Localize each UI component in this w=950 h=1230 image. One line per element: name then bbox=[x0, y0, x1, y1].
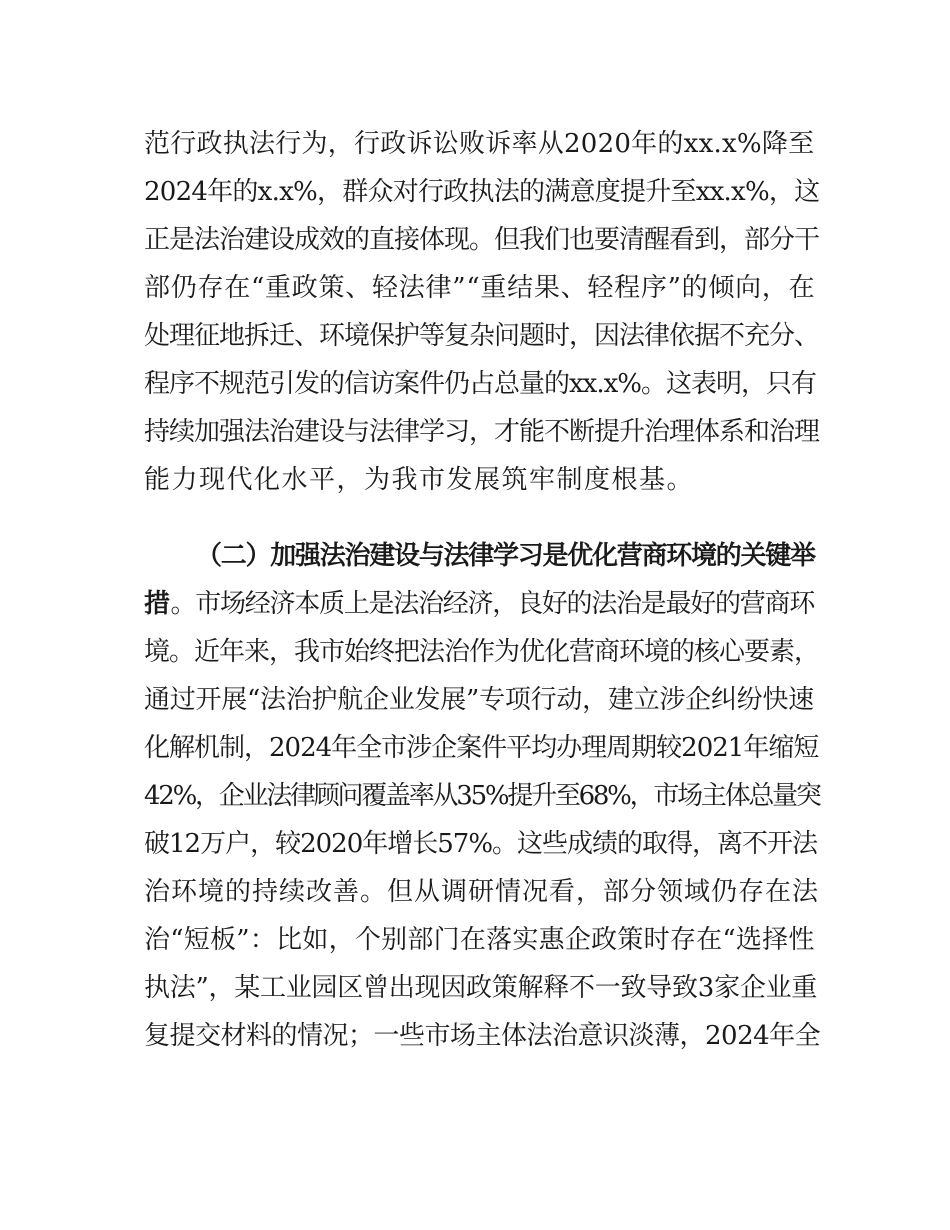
text-line: 执法”，某工业园区曾出现因政策解释不一致导致3家企业重 bbox=[144, 973, 818, 1003]
text-line: 持续加强法治建设与法律学习，才能不断提升治理体系和治理 bbox=[144, 417, 820, 447]
text-line: 程序不规范引发的信访案件仍占总量的xx.x%。这表明，只有 bbox=[144, 369, 816, 399]
paragraph-start: 。市场经济本质上是法治经济，良好的法治是最好的营商环 bbox=[170, 589, 815, 619]
text-line: 处理征地拆迁、环境保护等复杂问题时，因法律依据不充分、 bbox=[144, 321, 820, 351]
text-line: 部仍存在“重政策、轻法律”“重结果、轻程序”的倾向，在 bbox=[144, 273, 816, 303]
section-heading-end: 措 bbox=[144, 589, 171, 619]
text-line bbox=[144, 589, 814, 619]
text-line: 境。近年来，我市始终把法治作为优化营商环境的核心要素， bbox=[144, 637, 820, 667]
text-line: 通过开展“法治护航企业发展”专项行动，建立涉企纠纷快速 bbox=[144, 685, 814, 715]
text-line: 正是法治建设成效的直接体现。但我们也要清醒看到，部分干 bbox=[144, 225, 820, 255]
text-line: 破12万户，较2020年增长57%。这些成绩的取得，离不开法 bbox=[144, 829, 818, 859]
text-line: 范行政执法行为，行政诉讼败诉率从2020年的xx.x%降至 bbox=[144, 129, 815, 159]
text-line: 复提交材料的情况；一些市场主体法治意识淡薄，2024年全 bbox=[144, 1021, 821, 1051]
text-line: 42%，企业法律顾问覆盖率从35%提升至68%，市场主体总量突 bbox=[144, 781, 820, 811]
text-line: 能力现代化水平，为我市发展筑牢制度根基。 bbox=[144, 465, 695, 495]
section-heading: （二）加强法治建设与法律学习是优化营商环境的关键举 bbox=[196, 541, 815, 571]
text-line: 化解机制，2024年全市涉企案件平均办理周期较2021年缩短 bbox=[144, 733, 819, 763]
text-line: 治“短板”：比如，个别部门在落实惠企政策时存在“选择性 bbox=[144, 925, 815, 955]
text-line: 治环境的持续改善。但从调研情况看，部分领域仍存在法 bbox=[144, 877, 820, 907]
text-line: 2024年的x.x%，群众对行政执法的满意度提升至xx.x%，这 bbox=[144, 177, 820, 207]
